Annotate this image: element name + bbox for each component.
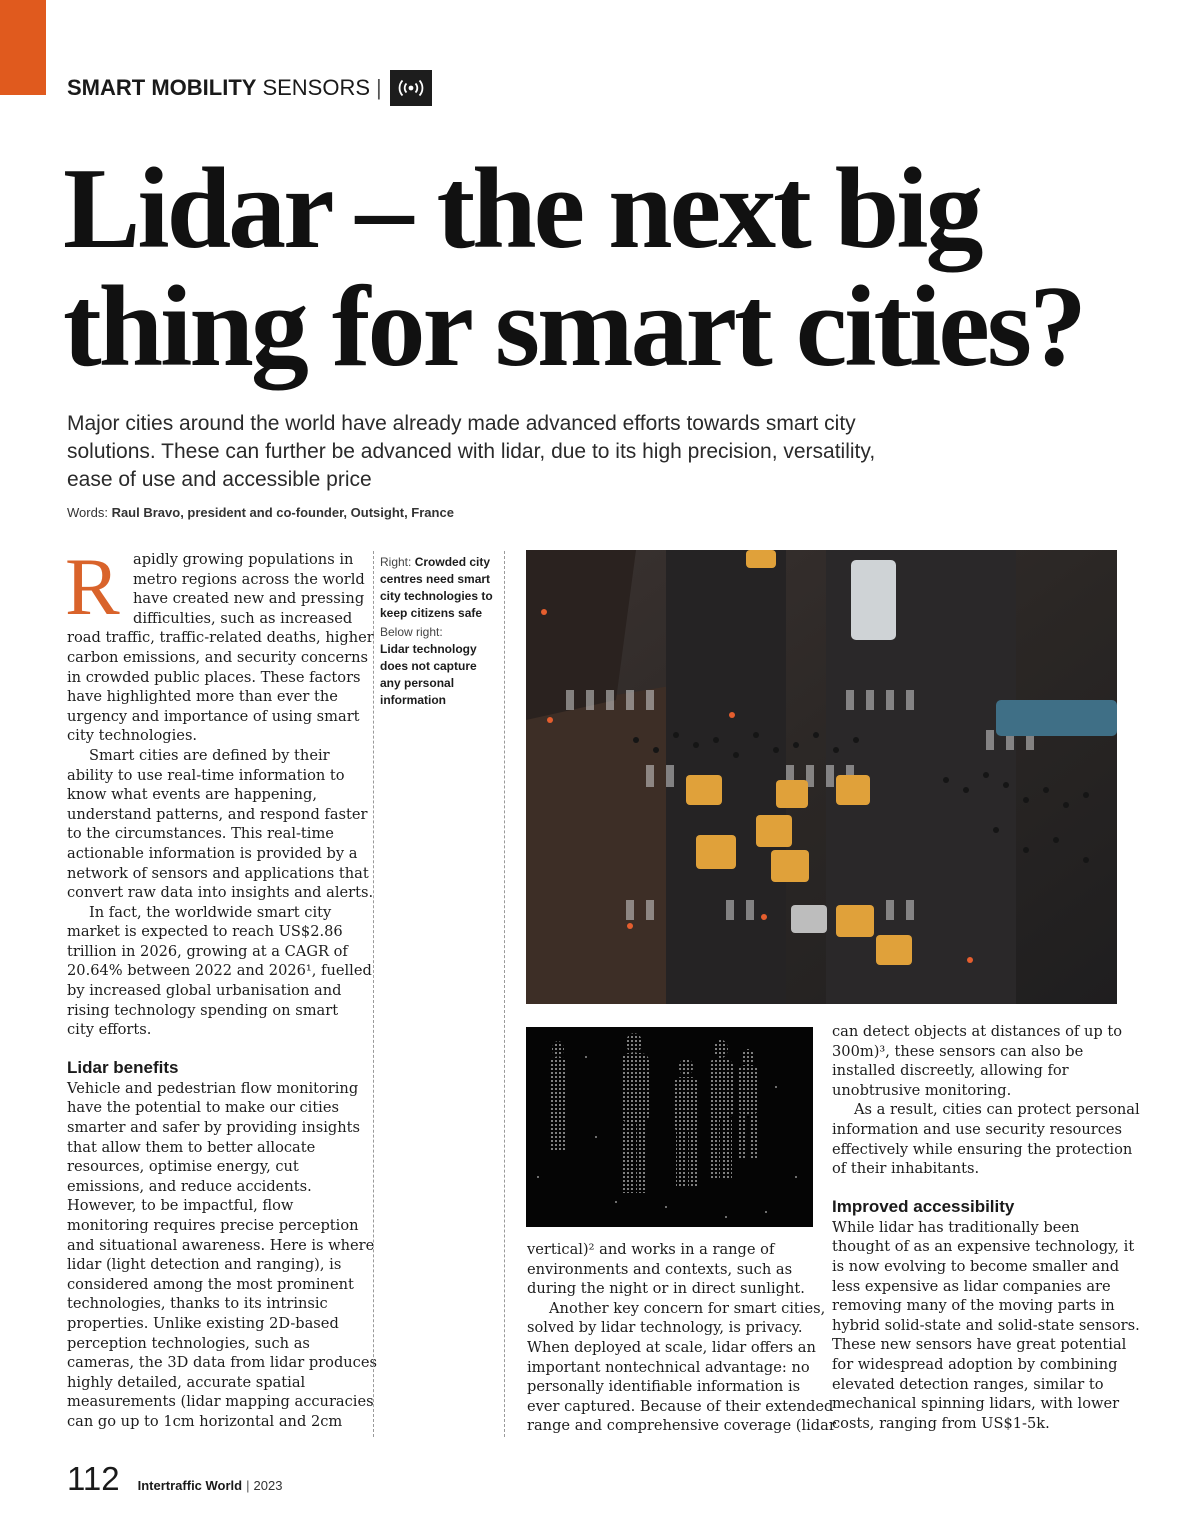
article-column-1	[65, 541, 377, 1432]
body-line: measurements (lidar mapping accuracies	[67, 1393, 374, 1411]
image-captions	[380, 554, 502, 711]
body-line: smarter and safer by providing insights	[67, 1119, 360, 1137]
caption-line: information	[380, 693, 446, 707]
body-line: installed discreetly, allowing for	[832, 1062, 1069, 1080]
body-line: vertical)² and works in a range of	[527, 1241, 775, 1258]
caption-line: city technologies to	[380, 589, 493, 603]
body-line: rising technology spending on smart	[67, 1001, 339, 1019]
body-line: during the night or in direct sunlight.	[527, 1280, 805, 1298]
standfirst-line: Major cities around the world have already made advanced efforts towards smart city	[67, 412, 856, 435]
standfirst-line: solutions. These can further be advanced with lidar, due to its high precision, versatility,	[67, 440, 876, 463]
caption-line: does not capture	[380, 659, 477, 673]
paragraph	[67, 1079, 377, 1432]
body-line: trillion in 2026, growing at a CAGR of	[67, 942, 348, 960]
footer-separator: |	[246, 1478, 250, 1493]
section-separator: |	[376, 75, 382, 100]
body-line: urgency and importance of using smart	[67, 707, 360, 725]
body-line: difficulties, such as increased	[133, 609, 353, 627]
body-line: can detect objects at distances of up to	[832, 1023, 1122, 1040]
body-line: lidar (light detection and ranging), is	[67, 1256, 342, 1274]
page-footer	[67, 1460, 282, 1498]
body-line: information and use security resources	[832, 1120, 1123, 1138]
body-line: can go up to 1cm horizontal and 2cm	[67, 1412, 343, 1430]
article-headline	[63, 145, 1084, 391]
publication-name: Intertraffic World	[137, 1478, 243, 1493]
body-line: city efforts.	[67, 1021, 152, 1039]
body-line: apidly growing populations in	[133, 551, 354, 568]
lidar-point-cloud-pedestrians-image	[526, 1027, 813, 1227]
body-line: to the circumstances. This real-time	[67, 825, 334, 843]
body-line: ability to use real-time information to	[67, 766, 345, 784]
paragraph	[527, 1240, 817, 1299]
body-line: emissions, and reduce accidents.	[67, 1177, 312, 1195]
column-divider	[504, 551, 505, 1437]
body-line: in crowded public places. These factors	[67, 668, 361, 686]
body-line: When deployed at scale, lidar offers an	[527, 1338, 816, 1356]
body-line: mechanical spinning lidars, with lower	[832, 1395, 1120, 1413]
byline-author: Raul Bravo, president and co-founder, Outsight, France	[111, 505, 454, 520]
body-line: solved by lidar technology, is privacy.	[527, 1319, 803, 1337]
body-line: considered among the most prominent	[67, 1275, 354, 1293]
body-line: costs, ranging from US$1-5k.	[832, 1414, 1050, 1432]
caption-below-right	[380, 624, 502, 709]
body-line: 300m)³, these sensors can also be	[832, 1042, 1084, 1060]
subheading-improved-accessibility: Improved accessibility	[832, 1196, 1015, 1216]
paragraph	[527, 1299, 836, 1436]
body-line: for widespread adoption by combining	[832, 1355, 1118, 1373]
body-line: thought of as an expensive technology, it	[832, 1238, 1135, 1256]
body-line: cameras, the 3D data from lidar produces	[67, 1354, 377, 1372]
body-line: understand patterns, and respond faster	[67, 805, 368, 823]
body-line: less expensive as lidar companies are	[832, 1277, 1111, 1295]
body-line: network of sensors and applications that	[67, 864, 369, 882]
caption-line: keep citizens safe	[380, 606, 483, 620]
subheading-lidar-benefits: Lidar benefits	[67, 1057, 179, 1077]
body-line: removing many of the moving parts in	[832, 1297, 1115, 1315]
body-line: and situational awareness. Here is where	[67, 1236, 375, 1254]
body-line: market is expected to reach US$2.86	[67, 923, 343, 941]
byline-label: Words:	[67, 505, 108, 520]
body-line: Smart cities are defined by their	[89, 746, 330, 764]
body-line: technologies, thanks to its intrinsic	[67, 1295, 328, 1313]
byline	[67, 505, 454, 520]
paragraph	[832, 1218, 1140, 1434]
publication-year: 2023	[253, 1478, 283, 1493]
opening-paragraph	[65, 541, 374, 746]
body-line: properties. Unlike existing 2D-based	[67, 1314, 339, 1332]
body-line: personally identifiable information is	[527, 1378, 801, 1396]
column-divider	[373, 551, 374, 1437]
body-line: effectively while ensuring the protection	[832, 1140, 1133, 1158]
body-line: ever captured. Because of their extended	[527, 1397, 834, 1415]
body-line: hybrid solid-state and solid-state sensors.	[832, 1316, 1140, 1334]
paragraph	[832, 1100, 1140, 1178]
body-line: elevated detection ranges, similar to	[832, 1375, 1104, 1393]
page-number: 112	[67, 1460, 120, 1497]
caption-line: Lidar technology	[380, 642, 477, 656]
standfirst	[67, 410, 967, 494]
section-subtitle: SENSORS	[262, 75, 371, 100]
body-line: These new sensors have great potential	[832, 1336, 1127, 1354]
body-line: have created new and pressing	[133, 590, 365, 608]
section-header	[67, 74, 432, 102]
body-line: 20.64% between 2022 and 2026¹, fuelled	[67, 962, 372, 980]
body-line: city technologies.	[67, 727, 198, 745]
headline-line: thing for smart cities?	[63, 263, 1084, 391]
caption-line: Crowded city	[414, 555, 491, 569]
drop-cap: R	[65, 541, 120, 632]
body-line: important nontechnical advantage: no	[527, 1358, 810, 1376]
body-line: road traffic, traffic-related deaths, higher	[67, 629, 374, 647]
caption-line: centres need smart	[380, 572, 491, 586]
paragraph	[832, 1022, 1122, 1100]
body-line: highly detailed, accurate spatial	[67, 1373, 306, 1391]
body-line: convert raw data into insights and alerts.	[67, 884, 374, 902]
body-line: know what events are happening,	[67, 786, 317, 804]
body-line: Another key concern for smart cities,	[549, 1299, 826, 1317]
body-line: have highlighted more than ever the	[67, 688, 338, 706]
paragraph	[67, 746, 374, 903]
headline-line: Lidar – the next big	[63, 145, 981, 273]
standfirst-line: ease of use and accessible price	[67, 468, 372, 491]
body-line: Vehicle and pedestrian flow monitoring	[67, 1079, 359, 1097]
body-line: actionable information is provided by a	[67, 844, 358, 862]
body-line: monitoring requires precise perception	[67, 1217, 359, 1234]
body-line: resources, optimise energy, cut	[67, 1158, 299, 1176]
body-line: that allow them to better allocate	[67, 1138, 316, 1156]
caption-label: Right:	[380, 555, 412, 569]
paragraph	[67, 903, 372, 1040]
body-line: of their inhabitants.	[832, 1160, 980, 1178]
caption-line: any personal	[380, 676, 455, 690]
body-line: environments and contexts, such as	[527, 1260, 793, 1278]
body-line: range and comprehensive coverage (lidar	[527, 1417, 836, 1435]
caption-right	[380, 554, 502, 622]
body-line: is now evolving to become smaller and	[832, 1257, 1120, 1275]
section-color-tab	[0, 0, 46, 95]
article-column-4	[832, 1022, 1140, 1433]
body-line: metro regions across the world	[133, 570, 365, 588]
body-line: perception technologies, such as	[67, 1334, 310, 1352]
body-line: unobtrusive monitoring.	[832, 1081, 1012, 1099]
caption-label: Below right:	[380, 625, 443, 639]
body-line: carbon emissions, and security concerns	[67, 648, 368, 666]
crowded-city-intersection-photo	[526, 550, 1117, 1004]
wireless-sensor-icon	[390, 70, 432, 106]
body-line: by increased global urbanisation and	[67, 982, 342, 1000]
body-line: As a result, cities can protect personal	[854, 1101, 1140, 1119]
body-line: While lidar has traditionally been	[832, 1218, 1080, 1236]
article-column-3	[527, 1240, 836, 1436]
body-line: have the potential to make our cities	[67, 1099, 339, 1117]
section-title: SMART MOBILITY	[67, 75, 257, 100]
body-line: However, to be impactful, flow	[67, 1197, 294, 1215]
body-line: In fact, the worldwide smart city	[89, 903, 332, 921]
